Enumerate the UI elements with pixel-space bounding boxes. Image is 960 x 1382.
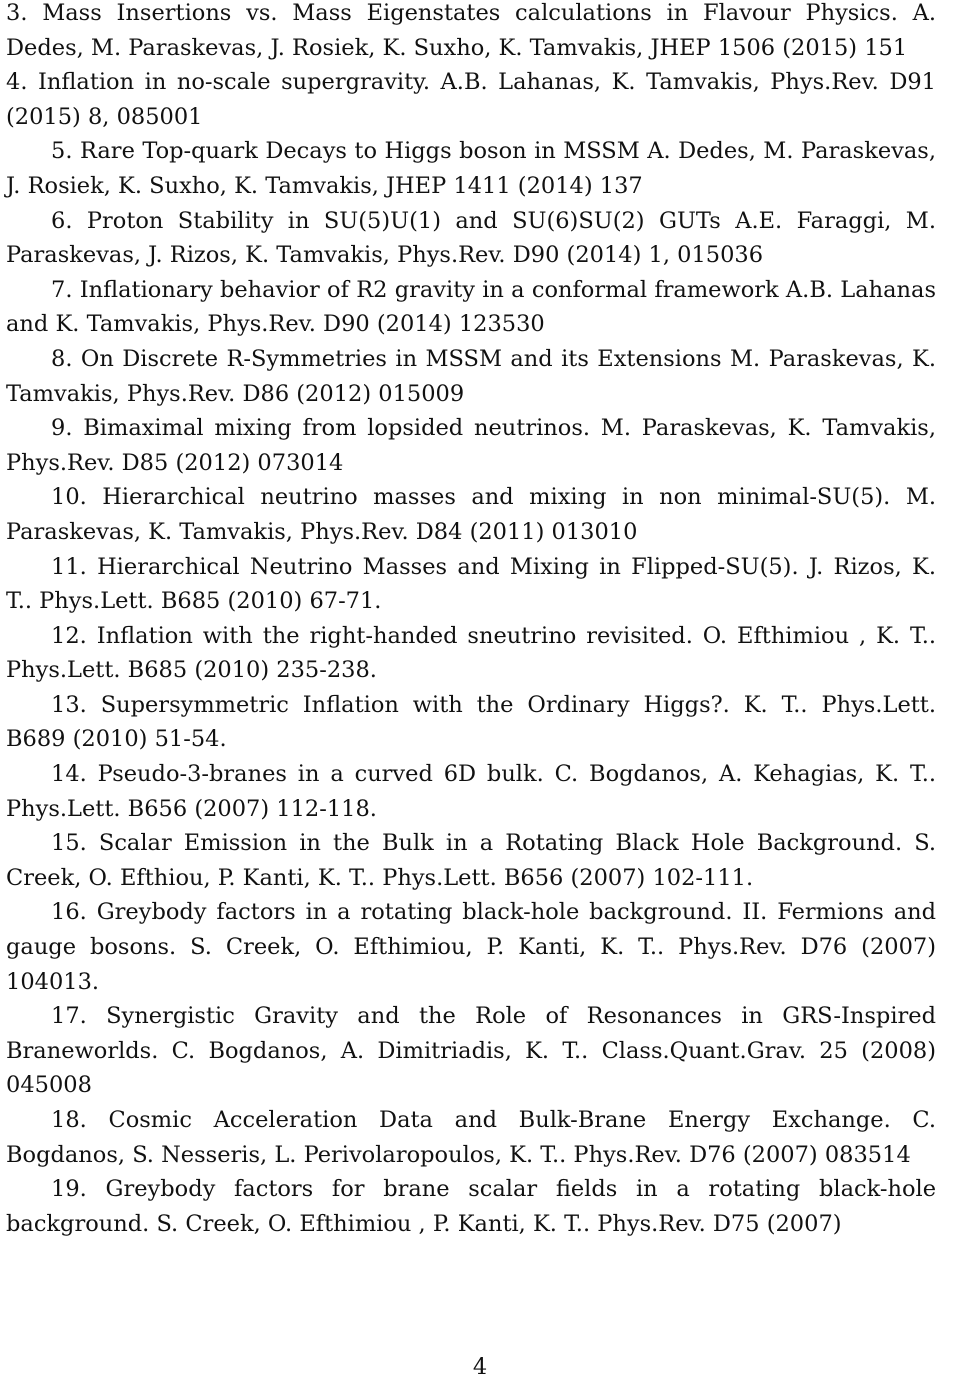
reference-number: 17. xyxy=(51,1003,87,1030)
reference-text: Greybody factors in a rotating black-hole background. II. Fermions and gauge bosons. S. Creek, O. Efthimiou, P. Kanti, K. T.. Phys.Rev. D76 (2007) 104013. xyxy=(6,899,936,995)
reference-text: Bimaximal mixing from lopsided neutrinos. M. Paraskevas, K. Tamvakis, Phys.Rev. D85 (2012) 073014 xyxy=(6,415,936,476)
reference-number: 3. xyxy=(6,0,28,26)
reference-text: Rare Top-quark Decays to Higgs boson in MSSM A. Dedes, M. Paraskevas, J. Rosiek, K. Suxho, K. Tamvakis, JHEP 1411 (2014) 137 xyxy=(6,138,936,199)
reference-item-12 xyxy=(6,619,936,688)
reference-number: 9. xyxy=(51,415,73,442)
reference-text: Cosmic Acceleration Data and Bulk-Brane Energy Exchange. C. Bogdanos, S. Nesseris, L. Perivolaropoulos, K. T.. Phys.Rev. D76 (2007) 083514 xyxy=(6,1107,936,1168)
reference-item-19 xyxy=(6,1172,936,1241)
reference-item-17 xyxy=(6,999,936,1103)
reference-text: Proton Stability in SU(5)U(1) and SU(6)SU(2) GUTs A.E. Faraggi, M. Paraskevas, J. Rizos, K. Tamvakis, Phys.Rev. D90 (2014) 1, 015036 xyxy=(6,207,937,269)
reference-text: Pseudo-3-branes in a curved 6D bulk. C. Bogdanos, A. Kehagias, K. T.. Phys.Lett. B656 (2007) 112-118. xyxy=(6,761,936,822)
reference-number: 12. xyxy=(51,622,87,649)
reference-item-11 xyxy=(6,550,936,619)
reference-item-7 xyxy=(6,273,936,342)
reference-number: 13. xyxy=(51,691,87,718)
reference-list xyxy=(6,0,936,1241)
reference-text: On Discrete R-Symmetries in MSSM and its Extensions M. Paraskevas, K. Tamvakis, Phys.Rev. D86 (2012) 015009 xyxy=(6,345,937,407)
reference-text: Supersymmetric Inflation with the Ordinary Higgs?. K. T.. Phys.Lett. B689 (2010) 51-54. xyxy=(6,691,936,753)
reference-number: 15. xyxy=(51,830,87,857)
reference-number: 5. xyxy=(51,138,73,165)
reference-text: Hierarchical neutrino masses and mixing in non minimal-SU(5). M. Paraskevas, K. Tamvakis, Phys.Rev. D84 (2011) 013010 xyxy=(6,484,937,545)
reference-number: 8. xyxy=(51,345,73,372)
reference-number: 14. xyxy=(51,761,87,788)
reference-text: Hierarchical Neutrino Masses and Mixing in Flipped-SU(5). J. Rizos, K. T.. Phys.Lett. B685 (2010) 67-71. xyxy=(6,553,936,615)
reference-item-18 xyxy=(6,1103,936,1172)
reference-text: Inflation with the right-handed sneutrino revisited. O. Efthimiou , K. T.. Phys.Lett. B685 (2010) 235-238. xyxy=(6,622,937,684)
reference-item-10 xyxy=(6,480,936,549)
reference-item-6 xyxy=(6,204,936,273)
reference-number: 19. xyxy=(51,1176,87,1203)
reference-number: 7. xyxy=(51,276,73,303)
reference-item-14 xyxy=(6,757,936,826)
reference-number: 18. xyxy=(51,1107,87,1133)
reference-item-8 xyxy=(6,342,936,411)
reference-number: 4. xyxy=(6,69,28,96)
reference-item-5 xyxy=(6,134,936,203)
reference-number: 10. xyxy=(51,484,87,511)
reference-text: Mass Insertions vs. Mass Eigenstates calculations in Flavour Physics. A. Dedes, M. Paraskevas, J. Rosiek, K. Suxho, K. Tamvakis, JHEP 1506 (2015) 151 xyxy=(6,0,937,61)
reference-number: 16. xyxy=(51,899,87,926)
reference-text: Greybody factors for brane scalar fields in a rotating black-hole background. S. Creek, O. Efthimiou , P. Kanti, K. T.. Phys.Rev. D75 (2007) xyxy=(6,1176,937,1237)
reference-item-3 xyxy=(6,0,936,65)
reference-item-15 xyxy=(6,826,936,895)
reference-text: Inflation in no-scale supergravity. A.B. Lahanas, K. Tamvakis, Phys.Rev. D91 (2015) 8, 085001 xyxy=(6,69,936,130)
reference-item-9 xyxy=(6,411,936,480)
reference-item-13 xyxy=(6,688,936,757)
reference-number: 11. xyxy=(51,553,87,580)
reference-text: Inflationary behavior of R2 gravity in a conformal framework A.B. Lahanas and K. Tamvakis, Phys.Rev. D90 (2014) 123530 xyxy=(6,276,936,338)
reference-item-16 xyxy=(6,895,936,999)
page-number: 4 xyxy=(472,1354,488,1380)
reference-item-4 xyxy=(6,65,936,134)
reference-number: 6. xyxy=(51,207,73,234)
reference-text: Synergistic Gravity and the Role of Resonances in GRS-Inspired Braneworlds. C. Bogdanos, A. Dimitriadis, K. T.. Class.Quant.Grav. 25 (2008) 045008 xyxy=(6,1003,936,1099)
reference-text: Scalar Emission in the Bulk in a Rotating Black Hole Background. S. Creek, O. Efthiou, P. Kanti, K. T.. Phys.Lett. B656 (2007) 102-111. xyxy=(6,830,936,891)
